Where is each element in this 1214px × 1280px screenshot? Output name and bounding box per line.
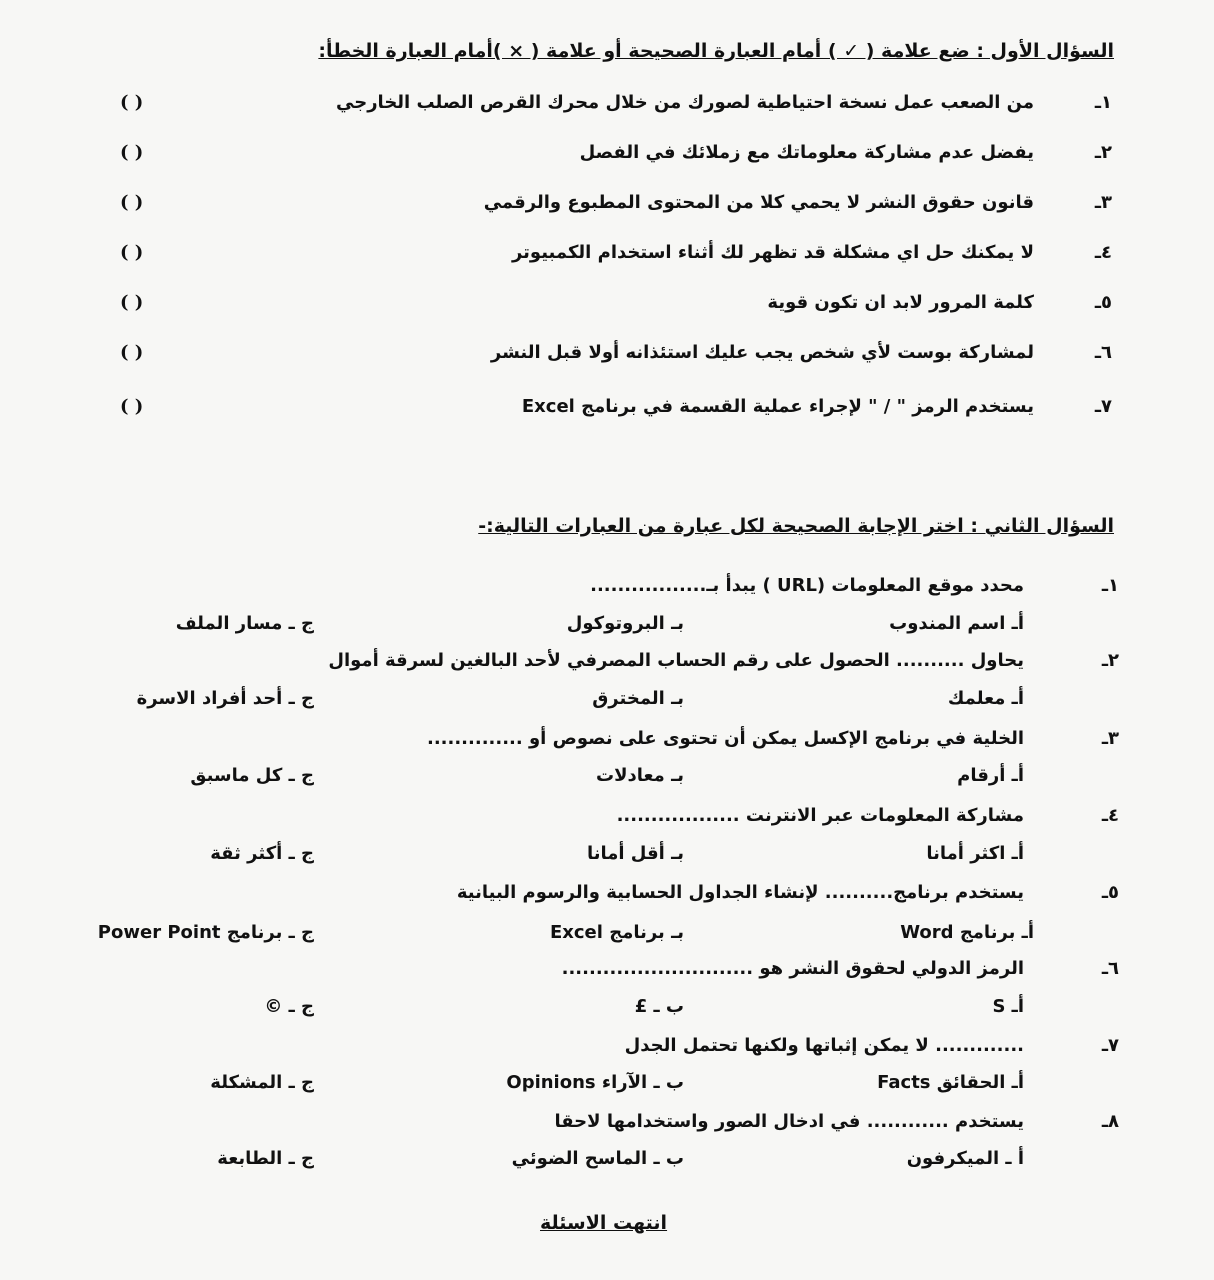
tf-row [0,342,1214,378]
option-b[interactable]: بـ معادلات [596,765,684,786]
mc-question [0,958,1214,994]
answer-bracket[interactable]: ( ) [120,242,144,263]
option-b[interactable]: بـ أقل أمانا [586,843,684,864]
option-a[interactable]: أـ أرقام [957,765,1024,786]
tf-row [0,192,1214,228]
item-number: ٦ـ [1101,958,1119,979]
answer-bracket[interactable]: ( ) [120,192,144,213]
option-c[interactable]: ج ـ أحد أفراد الاسرة [136,688,314,709]
question-text: يستخدم برنامج.......... لإنشاء الجداول الحسابية والرسوم البيانية [456,882,1024,903]
question-text: مشاركة المعلومات عبر الانترنت .................. [616,805,1024,826]
option-b[interactable]: ب ـ الماسح الضوئي [511,1148,684,1169]
tf-row [0,92,1214,128]
tf-row [0,142,1214,178]
item-number: ٢ـ [1094,142,1112,163]
statement: يفضل عدم مشاركة معلوماتك مع زملائك في الفصل [579,142,1034,163]
item-number: ١ـ [1101,575,1119,596]
statement: قانون حقوق النشر لا يحمي كلا من المحتوى المطبوع والرقمي [483,192,1034,213]
option-c[interactable]: ج ـ المشكلة [210,1072,314,1093]
tf-row [0,242,1214,278]
option-a[interactable]: أـ S [992,996,1024,1017]
question-text: ............. لا يمكن إثباتها ولكنها تحتمل الجدل [624,1035,1024,1056]
item-number: ٣ـ [1101,728,1119,749]
option-c[interactable]: ج ـ أكثر ثقة [210,843,314,864]
options-row [0,996,1214,1032]
item-number: ٨ـ [1101,1111,1119,1132]
statement: من الصعب عمل نسخة احتياطية لصورك من خلال محرك القرص الصلب الخارجي [336,92,1034,113]
answer-bracket[interactable]: ( ) [120,92,144,113]
item-number: ٥ـ [1094,292,1112,313]
mc-question [0,1035,1214,1071]
option-b[interactable]: بـ المخترق [592,688,684,709]
answer-bracket[interactable]: ( ) [120,142,144,163]
mc-question [0,575,1214,611]
option-c[interactable]: ج ـ كل ماسبق [190,765,314,786]
item-number: ٦ـ [1094,342,1112,363]
mc-question [0,805,1214,841]
item-number: ٢ـ [1101,650,1119,671]
tf-row [0,292,1214,328]
tf-row [0,396,1214,432]
options-row [0,922,1214,958]
item-number: ١ـ [1094,92,1112,113]
options-row [0,613,1214,649]
question-text: يستخدم ............ في ادخال الصور واستخدامها لاحقا [554,1111,1024,1132]
statement: يستخدم الرمز " / " لإجراء عملية القسمة في برنامج Excel [521,396,1034,417]
options-row [0,843,1214,879]
option-b[interactable]: ب ـ £ [634,996,684,1017]
question-text: محدد موقع المعلومات (URL ) يبدأ بـ................. [590,575,1024,596]
option-c[interactable]: ج ـ الطابعة [217,1148,314,1169]
item-number: ٣ـ [1094,192,1112,213]
item-number: ٧ـ [1094,396,1112,417]
mc-question [0,1111,1214,1147]
answer-bracket[interactable]: ( ) [120,292,144,313]
item-number: ٧ـ [1101,1035,1119,1056]
option-a[interactable]: أـ اسم المندوب [889,613,1024,634]
q1-heading: السؤال الأول : ضع علامة ( ✓ ) أمام العبارة الصحيحة أو علامة ( × )أمام العبارة الخطأ: [318,40,1114,62]
option-b[interactable]: ب ـ الآراء Opinions [506,1072,684,1093]
question-text: الرمز الدولي لحقوق النشر هو ............................ [561,958,1024,979]
item-number: ٤ـ [1094,242,1112,263]
option-b[interactable]: بـ برنامج Excel [549,922,684,943]
option-a[interactable]: أـ الحقائق Facts [877,1072,1024,1093]
option-a[interactable]: أـ معلمك [947,688,1024,709]
answer-bracket[interactable]: ( ) [120,342,144,363]
options-row [0,1148,1214,1184]
statement: لا يمكنك حل اي مشكلة قد تظهر لك أثناء استخدام الكمبيوتر [511,242,1034,263]
options-row [0,765,1214,801]
question-text: الخلية في برنامج الإكسل يمكن أن تحتوى على نصوص أو .............. [426,728,1024,749]
option-c[interactable]: ج ـ © [264,996,314,1017]
mc-question [0,650,1214,686]
option-c[interactable]: ج ـ برنامج Power Point [97,922,314,943]
mc-question [0,882,1214,918]
q2-heading: السؤال الثاني : اختر الإجابة الصحيحة لكل عبارة من العبارات التالية:- [478,515,1114,537]
question-text: يحاول .......... الحصول على رقم الحساب المصرفي لأحد البالغين لسرقة أموال [328,650,1024,671]
option-a[interactable]: أ ـ الميكرفون [906,1148,1024,1169]
options-row [0,1072,1214,1108]
option-a[interactable]: أـ اكثر أمانا [926,843,1024,864]
item-number: ٤ـ [1101,805,1119,826]
option-c[interactable]: ج ـ مسار الملف [175,613,314,634]
statement: كلمة المرور لابد ان تكون قوية [767,292,1034,313]
option-b[interactable]: بـ البروتوكول [566,613,684,634]
options-row [0,688,1214,724]
answer-bracket[interactable]: ( ) [120,396,144,417]
item-number: ٥ـ [1101,882,1119,903]
end-of-questions: انتهت الاسئلة [540,1212,668,1234]
option-a[interactable]: أـ برنامج Word [900,922,1034,943]
statement: لمشاركة بوست لأي شخص يجب عليك استئذانه أولا قبل النشر [490,342,1034,363]
mc-question [0,728,1214,764]
